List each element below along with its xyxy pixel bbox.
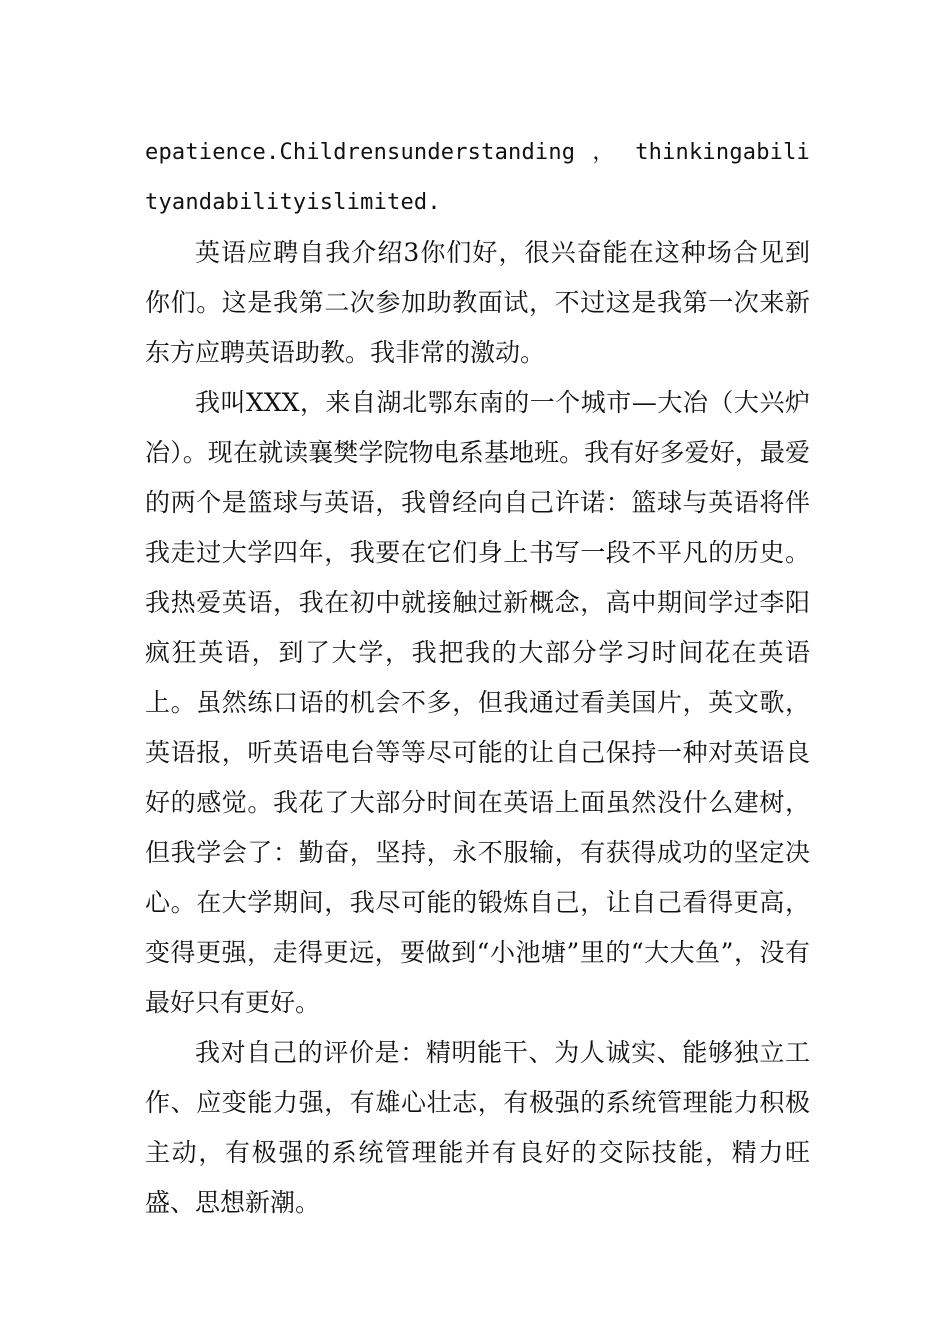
document-body <box>145 128 810 1228</box>
paragraph-self-evaluation: 我对自己的评价是：精明能干、为人诚实、能够独立工作、应变能力强，有雄心壮志，有极强的系统管理能力积极主动，有极强的系统管理能并有良好的交际技能，精力旺盛、思想新潮。 <box>145 1038 810 1217</box>
paragraph-background: 我叫XXX，来自湖北鄂东南的一个城市—大冶（大兴炉冶）。现在就读襄樊学院物电系基地班。我有好多爱好，最爱的两个是篮球与英语，我曾经向自己许诺：篮球与英语将伴我走过大学四年，我要在它们身上书写一段不平凡的历史。我热爱英语，我在初中就接触过新概念，高中期间学过李阳疯狂英语，到了大学，我把我的大部分学习时间花在英语上。虽然练口语的机会不多，但我通过看美国片，英文歌，英语报，听英语电台等等尽可能的让自己保持一种对英语良好的感觉。我花了大部分时间在英语上面虽然没什么建树，但我学会了：勤奋，坚持，永不服输，有获得成功的坚定决心。在大学期间，我尽可能的锻炼自己，让自己看得更高，变得更强，走得更远，要做到“小池塘”里的“大大鱼”，没有最好只有更好。 <box>145 388 810 1017</box>
paragraph-intro: 英语应聘自我介绍3你们好，很兴奋能在这种场合见到你们。这是我第二次参加助教面试，不过这是我第一次来新东方应聘英语助教。我非常的激动。 <box>145 238 810 367</box>
paragraph-english-fragment: epatience.Childrensunderstanding ， thinkingabilityandabilityislimited. <box>145 140 810 215</box>
